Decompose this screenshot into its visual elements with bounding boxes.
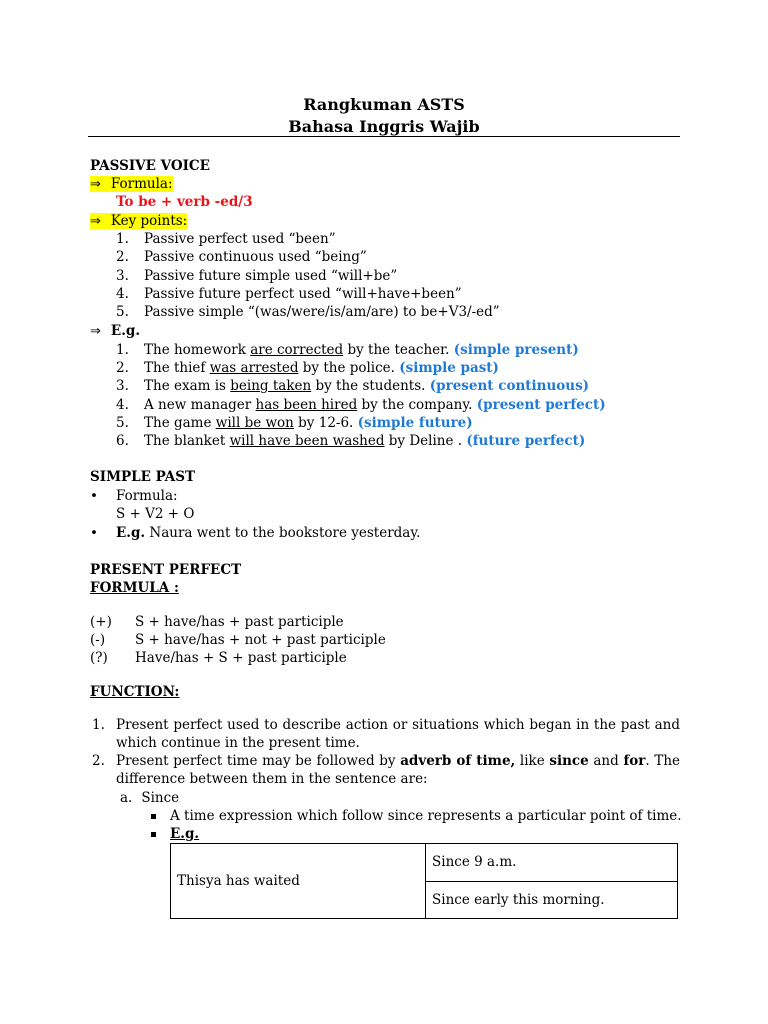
formula-line [90, 175, 173, 194]
function-number: 1. [92, 717, 105, 733]
function-item-2: Present perfect time may be followed by adverb of time, like since and for. The difference between them in the sentence are: [116, 753, 681, 787]
formula-row: (+) [90, 614, 112, 630]
formula-text: S + have/has + past participle [135, 614, 344, 630]
examples-label: E.g. [110, 323, 141, 339]
example-item: 3. The exam is being taken by the students. (present continuous) [116, 378, 590, 394]
key-point-item: 4. Passive future perfect used “will+have+been” [116, 286, 462, 302]
sub-item-a: a. Since [120, 790, 180, 806]
example-item: 4. A new manager has been hired by the company. (present perfect) [116, 397, 606, 413]
example-item: 2. The thief was arrested by the police. (simple past) [116, 360, 499, 376]
arrow-icon: ⇒ [90, 324, 101, 339]
title-divider [88, 136, 680, 137]
document-subtitle: Bahasa Inggris Wajib [288, 117, 480, 136]
examples-label-line [90, 322, 140, 341]
function-number: 2. [92, 753, 105, 769]
simple-past-formula: S + V2 + O [116, 506, 195, 522]
tense-label: (simple future) [357, 415, 473, 431]
since-example-table [170, 843, 678, 919]
arrow-icon: ⇒ [90, 177, 101, 192]
passive-verb: was arrested [209, 360, 299, 376]
present-perfect-heading: PRESENT PERFECT [90, 562, 242, 578]
passive-verb: has been hired [255, 397, 358, 413]
key-points-highlight [90, 213, 187, 229]
formula-heading: FORMULA : [90, 580, 179, 596]
simple-past-example-line: • E.g. Naura went to the bookstore yesterday. [90, 525, 421, 541]
example-item: 5. The game will be won by 12-6. (simple future) [116, 415, 473, 431]
tense-label: (simple past) [399, 360, 499, 376]
arrow-icon: ⇒ [90, 214, 101, 229]
key-points-label: Key points: [110, 213, 188, 229]
formula-row: (?) [90, 650, 108, 666]
formula-text: S + have/has + not + past participle [135, 632, 386, 648]
since-point: A time expression which follow since represents a particular point of time. [151, 807, 682, 825]
passive-voice-heading: PASSIVE VOICE [90, 158, 210, 174]
passive-verb: being taken [230, 378, 312, 394]
formula-highlight [90, 176, 173, 192]
formula-row: (-) [90, 632, 106, 648]
document-title: Rangkuman ASTS [303, 95, 465, 114]
function-item-1: Present perfect used to describe action or situations which began in the past and which continue in the present time. [116, 717, 680, 751]
tense-label: (present perfect) [476, 397, 606, 413]
tense-label: (present continuous) [429, 378, 590, 394]
example-item: 6. The blanket will have been washed by Deline . (future perfect) [116, 433, 586, 449]
since-example-label: E.g. [151, 825, 199, 843]
function-heading: FUNCTION: [90, 684, 180, 700]
tense-label: (future perfect) [466, 433, 586, 449]
tense-label: (simple present) [453, 342, 579, 358]
key-point-item: 5. Passive simple “(was/were/is/am/are) to be+V3/-ed” [116, 304, 500, 320]
key-point-item: 1. Passive perfect used “been” [116, 231, 336, 247]
bullet-icon: • [90, 525, 98, 541]
key-point-item: 2. Passive continuous used “being” [116, 249, 367, 265]
passive-formula: To be + verb -ed/3 [116, 194, 253, 210]
formula-text: Have/has + S + past participle [135, 650, 347, 666]
table-subject-cell: Thisya has waited [171, 844, 426, 919]
example-item: 1. The homework are corrected by the teacher. (simple present) [116, 342, 579, 358]
passive-verb: will have been washed [229, 433, 385, 449]
key-point-item: 3. Passive future simple used “will+be” [116, 268, 398, 284]
table-cell: Since 9 a.m. [426, 844, 678, 882]
passive-verb: are corrected [250, 342, 344, 358]
passive-verb: will be won [215, 415, 294, 431]
table-cell: Since early this morning. [426, 881, 678, 919]
square-bullet-icon [151, 832, 156, 837]
simple-past-formula-label-line: • Formula: [90, 488, 178, 504]
simple-past-heading: SIMPLE PAST [90, 469, 196, 485]
key-points-line [90, 212, 187, 231]
square-bullet-icon [151, 814, 156, 819]
formula-label: Formula: [110, 176, 173, 192]
bullet-icon: • [90, 488, 98, 504]
